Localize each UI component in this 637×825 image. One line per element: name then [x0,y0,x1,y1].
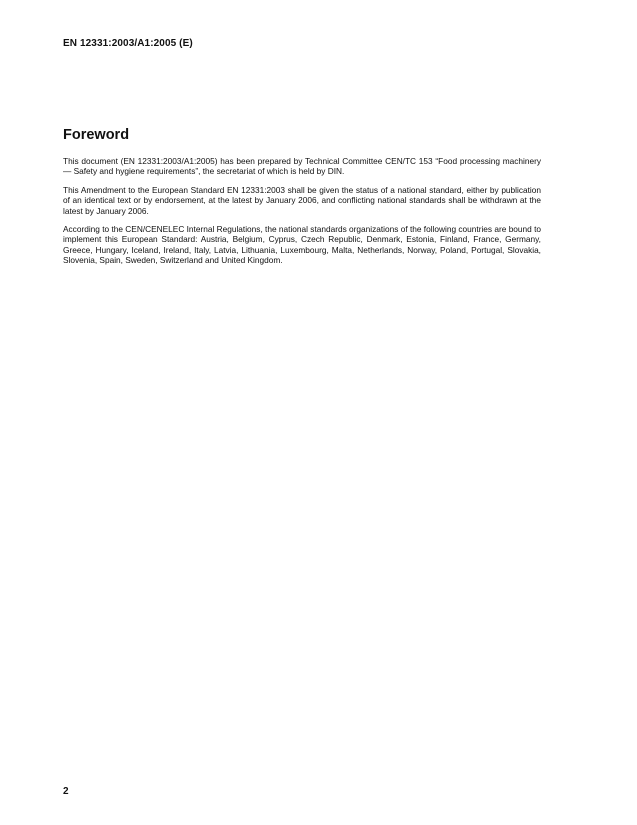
section-title-foreword: Foreword [63,127,130,143]
foreword-body [63,156,541,274]
page-number: 2 [63,786,69,797]
foreword-paragraph: This document (EN 12331:2003/A1:2005) has been prepared by Technical Committee CEN/TC 153 “Food processing machinery — Safety and hygiene requirements”, the secretariat of which is held by DIN. [63,156,541,177]
document-id-header: EN 12331:2003/A1:2005 (E) [63,38,193,49]
foreword-paragraph: According to the CEN/CENELEC Internal Regulations, the national standards organizations of the following countries are bound to implement this European Standard: Austria, Belgium, Cyprus, Czech Republic, Denmark, Estonia, Finland, France, Germany, Greece, Hungary, Iceland, Ireland, Italy, Latvia, Lithuania, Luxembourg, Malta, Netherlands, Norway, Poland, Portugal, Slovakia, Slovenia, Spain, Sweden, Switzerland and United Kingdom. [63,224,541,266]
foreword-paragraph: This Amendment to the European Standard EN 12331:2003 shall be given the status of a national standard, either by publication of an identical text or by endorsement, at the latest by January 2006, and conflicting national standards shall be withdrawn at the latest by January 2006. [63,184,541,216]
